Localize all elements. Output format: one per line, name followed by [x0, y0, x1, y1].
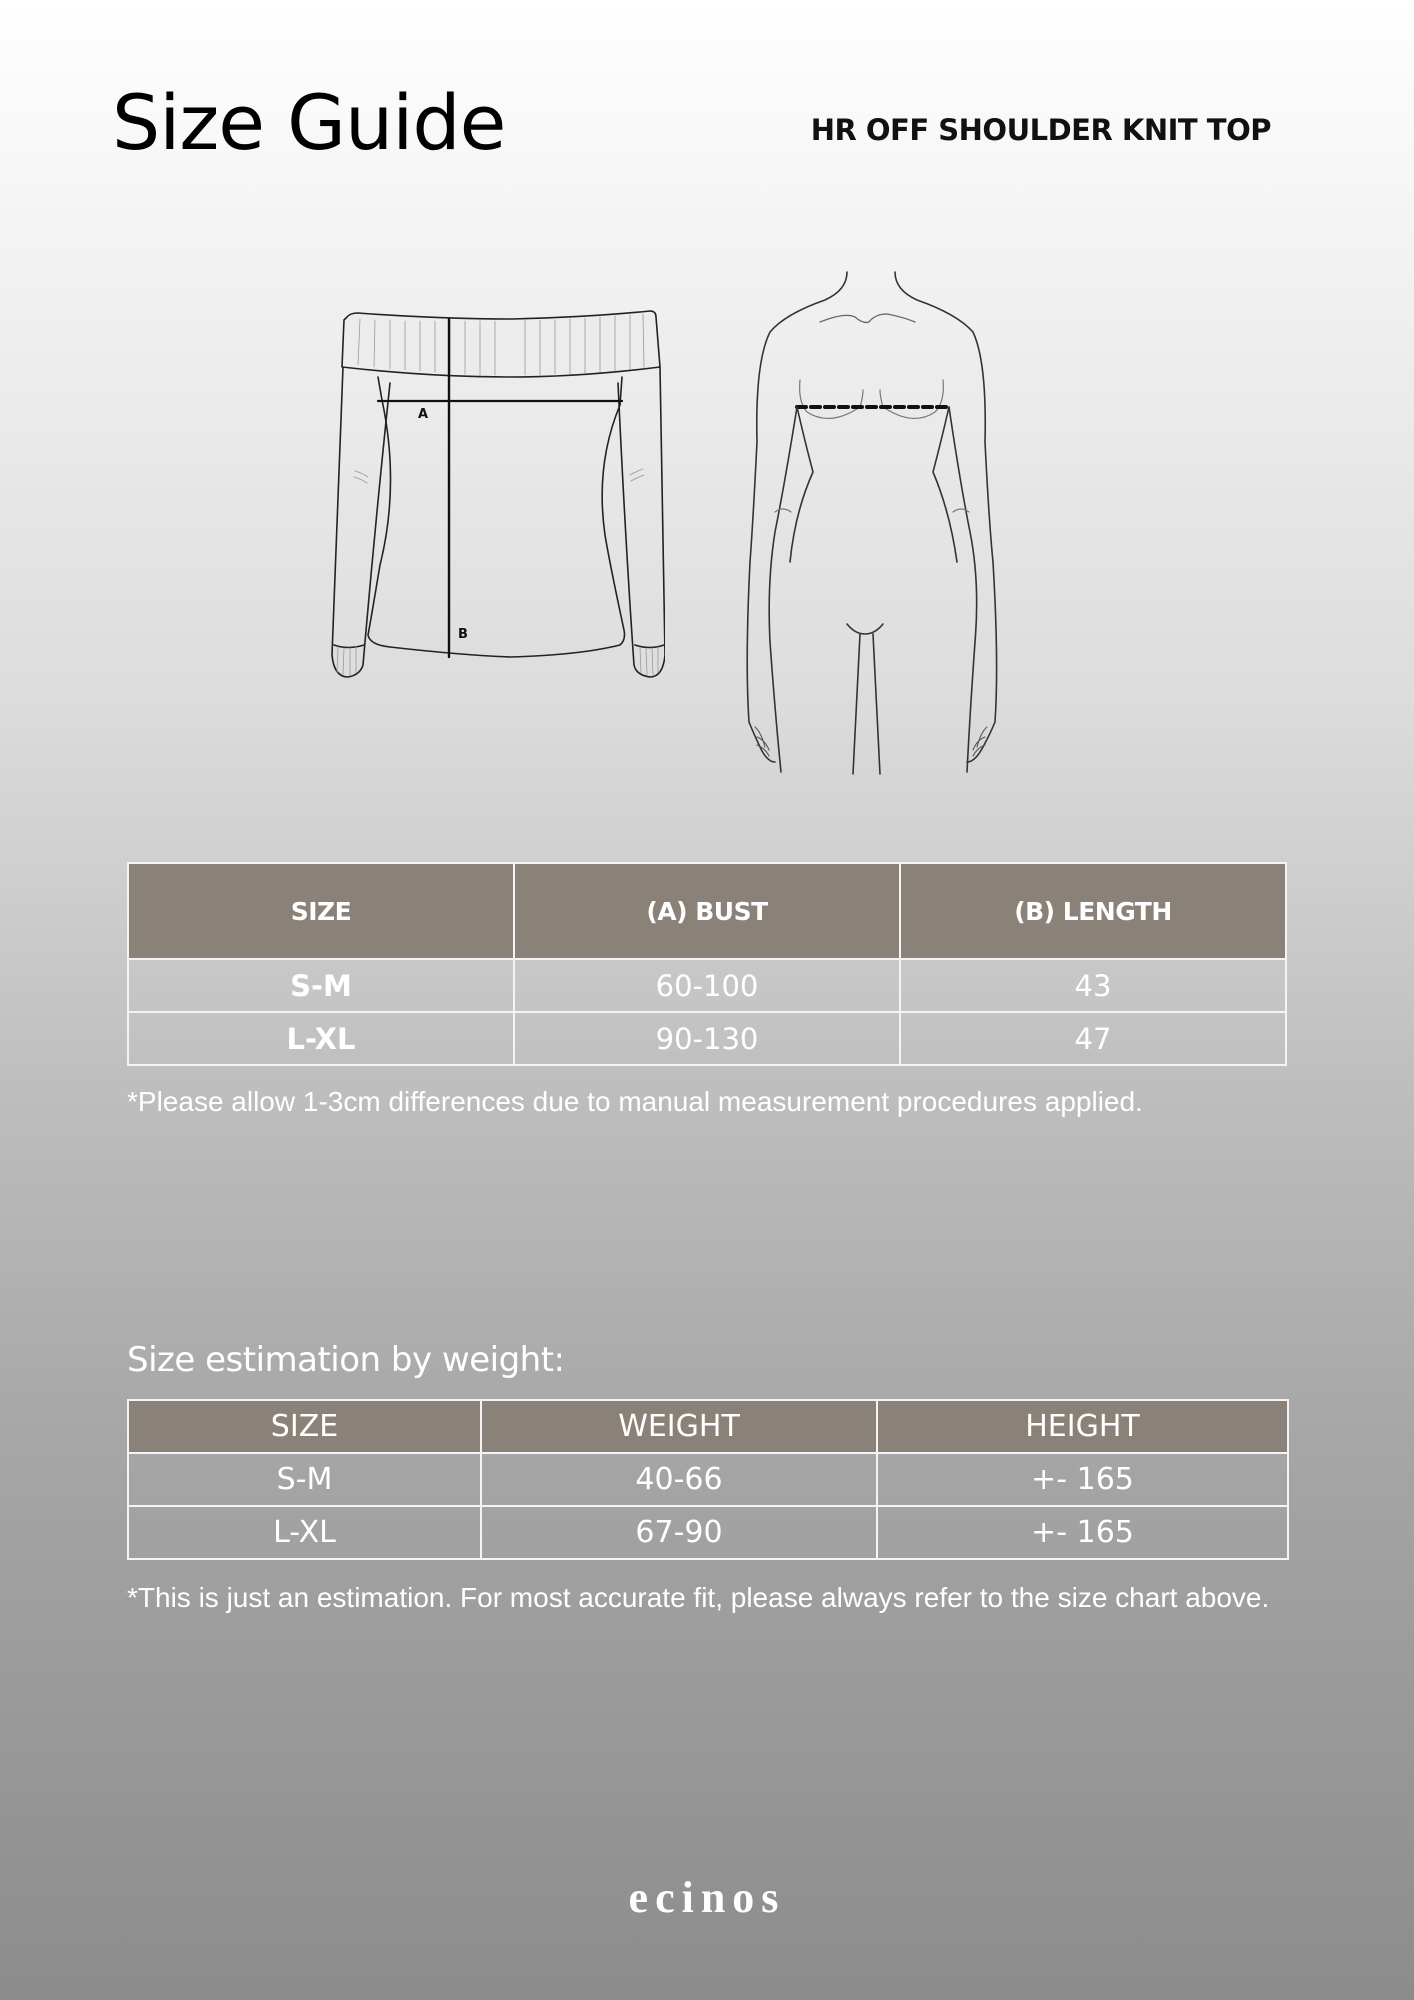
- weight-cell: 67-90: [481, 1506, 877, 1559]
- column-header-size: SIZE: [128, 1400, 481, 1453]
- off-shoulder-top-diagram-icon: [330, 305, 665, 700]
- bust-cell: 90-130: [514, 1012, 900, 1065]
- height-cell: +- 165: [877, 1506, 1288, 1559]
- length-cell: 47: [900, 1012, 1286, 1065]
- estimation-note: *This is just an estimation. For most accurate fit, please always refer to the size chart above.: [127, 1582, 1270, 1613]
- size-cell: S-M: [128, 1453, 481, 1506]
- column-header-weight: WEIGHT: [481, 1400, 877, 1453]
- size-cell: L-XL: [128, 1012, 514, 1065]
- table-header-row: [128, 863, 1286, 959]
- page-title: Size Guide: [112, 78, 506, 167]
- table-row: [128, 1012, 1286, 1065]
- product-name: HR OFF SHOULDER KNIT TOP: [810, 113, 1271, 147]
- brand-logo: ecinos: [628, 1873, 786, 1922]
- weight-section-heading: Size estimation by weight:: [127, 1340, 565, 1380]
- bust-cell: 60-100: [514, 959, 900, 1012]
- svg-text:B: B: [458, 627, 468, 642]
- measurement-note: *Please allow 1-3cm differences due to manual measurement procedures applied.: [127, 1086, 1143, 1117]
- table-row: [128, 1453, 1288, 1506]
- weight-chart-table: [127, 1399, 1289, 1560]
- table-row: [128, 959, 1286, 1012]
- size-cell: L-XL: [128, 1506, 481, 1559]
- column-header-length: (B) LENGTH: [900, 863, 1286, 959]
- size-chart-table: [127, 862, 1287, 1066]
- length-cell: 43: [900, 959, 1286, 1012]
- size-cell: S-M: [128, 959, 514, 1012]
- column-header-size: SIZE: [128, 863, 514, 959]
- weight-cell: 40-66: [481, 1453, 877, 1506]
- svg-text:A: A: [418, 407, 429, 422]
- column-header-bust: (A) BUST: [514, 863, 900, 959]
- height-cell: +- 165: [877, 1453, 1288, 1506]
- column-header-height: HEIGHT: [877, 1400, 1288, 1453]
- table-header-row: [128, 1400, 1288, 1453]
- table-row: [128, 1506, 1288, 1559]
- body-bust-measurement-icon: [735, 262, 1010, 787]
